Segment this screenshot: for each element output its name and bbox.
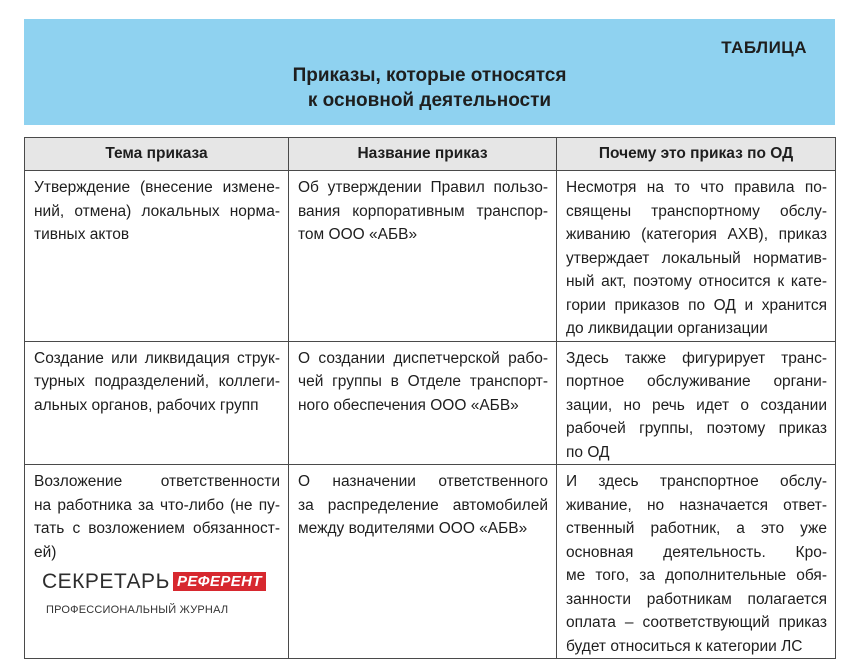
cell-line: будет относиться к категории ЛС bbox=[566, 637, 803, 655]
logo-word-secretary: СЕКРЕТАРЬ bbox=[42, 570, 170, 593]
cell-reason bbox=[557, 341, 836, 465]
table-header-row bbox=[25, 138, 836, 171]
cell-line: на работника за что-либо (не пу- bbox=[34, 496, 280, 514]
cell-text bbox=[557, 465, 835, 658]
table-row bbox=[25, 171, 836, 342]
cell-line: по ОД bbox=[566, 443, 610, 461]
cell-line: вания корпоративным транспор- bbox=[298, 202, 548, 220]
cell-line: живание, но назначается ответ- bbox=[566, 496, 827, 514]
cell-line: ме того, за дополнительные обя- bbox=[566, 567, 827, 584]
cell-line: ственный работник, а это уже bbox=[566, 520, 827, 537]
cell-line: ный акт, поэтому относится к кате- bbox=[566, 273, 827, 290]
cell-line: ного обеспечения ООО «АБВ» bbox=[298, 396, 519, 414]
magazine-logo bbox=[42, 570, 262, 630]
cell-line: основная деятельность. Кро- bbox=[566, 543, 827, 561]
cell-line: Здесь также фигурирует транс- bbox=[566, 349, 827, 367]
cell-name bbox=[289, 341, 557, 465]
cell-topic bbox=[25, 341, 289, 465]
cell-line: священы транспортному обслу- bbox=[566, 202, 827, 220]
table-caption-banner bbox=[24, 19, 835, 125]
cell-line: Создание или ликвидация струк- bbox=[34, 349, 280, 367]
table-title-line-2: к основной деятельности bbox=[307, 90, 552, 111]
cell-text bbox=[25, 342, 288, 418]
cell-line: Об утверждении Правил пользо- bbox=[298, 179, 548, 196]
cell-line: тать с возложением обязанност- bbox=[34, 520, 280, 537]
cell-line: занности работникам полагается bbox=[566, 590, 827, 608]
cell-line: до ликвидации организации bbox=[566, 320, 768, 337]
cell-line: живанию (категория АХВ), приказ bbox=[566, 226, 827, 243]
header-reason: Почему это приказ по ОД bbox=[557, 138, 836, 171]
cell-line: Возложение ответственности bbox=[34, 473, 280, 490]
cell-line: Несмотря на то что правила по- bbox=[566, 179, 827, 196]
cell-text bbox=[557, 171, 835, 341]
table-row bbox=[25, 341, 836, 465]
cell-line: гории приказов по ОД и хранится bbox=[566, 296, 827, 314]
cell-line: турных подразделений, коллеги- bbox=[34, 373, 280, 390]
table-title bbox=[24, 63, 835, 113]
table-label: ТАБЛИЦА bbox=[721, 38, 807, 57]
cell-line: утверждает локальный норматив- bbox=[566, 249, 827, 267]
cell-line: ний, отмена) локальных норма- bbox=[34, 202, 280, 220]
cell-name bbox=[289, 465, 557, 659]
table-title-line-1: Приказы, которые относятся bbox=[292, 65, 567, 86]
logo-word-referent: РЕФЕРЕНТ bbox=[173, 572, 266, 591]
header-name: Название приказ bbox=[289, 138, 557, 171]
cell-text bbox=[25, 171, 288, 247]
cell-line: альных органов, рабочих групп bbox=[34, 396, 259, 414]
cell-text bbox=[289, 342, 556, 418]
cell-text bbox=[557, 342, 835, 465]
cell-line: О создании диспетчерской рабо- bbox=[298, 349, 548, 367]
cell-reason bbox=[557, 171, 836, 342]
cell-line: рабочей группы, поэтому приказ bbox=[566, 420, 827, 437]
header-topic: Тема приказа bbox=[25, 138, 289, 171]
cell-line: О назначении ответственного bbox=[298, 473, 548, 490]
cell-line: тивных актов bbox=[34, 226, 130, 243]
cell-line: Утверждение (внесение измене- bbox=[34, 179, 280, 196]
cell-line: чей группы в Отделе транспорт- bbox=[298, 373, 548, 390]
cell-text bbox=[25, 465, 288, 564]
logo-subtitle: ПРОФЕССИОНАЛЬНЫЙ ЖУРНАЛ bbox=[46, 604, 229, 616]
cell-text bbox=[289, 171, 556, 247]
cell-line: портное обслуживание органи- bbox=[566, 373, 827, 390]
cell-line: за распределение автомобилей bbox=[298, 496, 548, 514]
cell-line: том ООО «АБВ» bbox=[298, 226, 418, 243]
cell-line: И здесь транспортное обслу- bbox=[566, 473, 827, 490]
cell-topic bbox=[25, 171, 289, 342]
cell-text bbox=[289, 465, 556, 541]
cell-line: зации, но речь идет о создании bbox=[566, 396, 827, 414]
cell-reason bbox=[557, 465, 836, 659]
cell-name bbox=[289, 171, 557, 342]
cell-line: оплата – соответствующий приказ bbox=[566, 614, 827, 631]
cell-line: ей) bbox=[34, 543, 57, 561]
cell-line: между водителями ООО «АБВ» bbox=[298, 520, 528, 537]
